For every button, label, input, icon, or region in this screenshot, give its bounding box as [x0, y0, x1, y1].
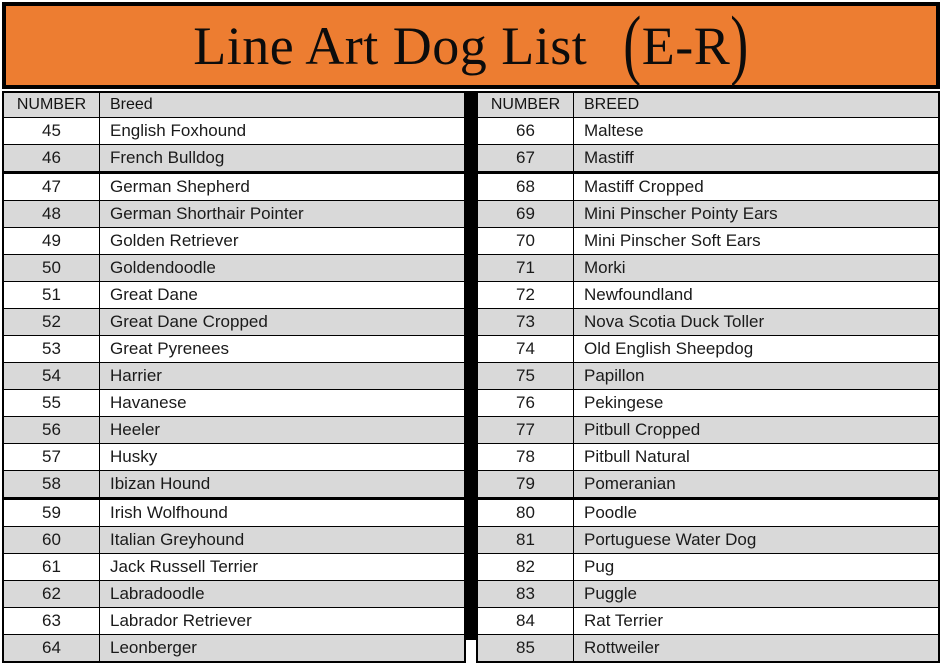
dog-number: 69 [477, 201, 574, 228]
dog-breed: German Shorthair Pointer [100, 201, 466, 228]
dog-number: 52 [3, 309, 100, 336]
dog-breed: Ibizan Hound [100, 471, 466, 499]
dog-number: 51 [3, 282, 100, 309]
dog-breed: Great Dane [100, 282, 466, 309]
dog-number: 63 [3, 608, 100, 635]
dog-number: 55 [3, 390, 100, 417]
table-row [3, 444, 465, 471]
column-header-breed-left: Breed [100, 92, 466, 118]
dog-number: 67 [477, 145, 574, 173]
dog-breed: Morki [574, 255, 940, 282]
table-row [477, 173, 939, 201]
table-row [477, 499, 939, 527]
dog-number: 76 [477, 390, 574, 417]
dog-breed: Old English Sheepdog [574, 336, 940, 363]
table-row [477, 145, 939, 173]
table-row [477, 363, 939, 390]
table-row [3, 336, 465, 363]
dog-number: 83 [477, 581, 574, 608]
table-row [3, 309, 465, 336]
dog-breed: Labrador Retriever [100, 608, 466, 635]
page-title [193, 0, 749, 88]
dog-table-left [2, 91, 466, 663]
dog-number: 48 [3, 201, 100, 228]
dog-breed: Heeler [100, 417, 466, 444]
dog-breed: Newfoundland [574, 282, 940, 309]
table-row [477, 228, 939, 255]
table-row [477, 390, 939, 417]
dog-breed: Pitbull Cropped [574, 417, 940, 444]
title-range [623, 0, 749, 88]
close-paren-glyph: ) [730, 0, 749, 88]
title-range-label: E-R [641, 15, 731, 76]
dog-number: 64 [3, 635, 100, 663]
table-row [3, 499, 465, 527]
table-row [3, 363, 465, 390]
table-row [3, 581, 465, 608]
table-row [477, 581, 939, 608]
table-row [477, 201, 939, 228]
table-row [3, 417, 465, 444]
column-header-number-right: NUMBER [477, 92, 574, 118]
dog-number: 54 [3, 363, 100, 390]
dog-breed: French Bulldog [100, 145, 466, 173]
table-row [3, 608, 465, 635]
table-row [477, 336, 939, 363]
table-row [3, 554, 465, 581]
table-row [477, 635, 939, 663]
dog-number: 50 [3, 255, 100, 282]
dog-number: 79 [477, 471, 574, 499]
dog-breed: Pomeranian [574, 471, 940, 499]
table-divider [466, 91, 476, 640]
dog-number: 66 [477, 118, 574, 145]
dog-number: 84 [477, 608, 574, 635]
table-row [477, 527, 939, 554]
title-banner [2, 2, 940, 89]
dog-number: 73 [477, 309, 574, 336]
dog-breed: English Foxhound [100, 118, 466, 145]
dog-breed: German Shepherd [100, 173, 466, 201]
dog-breed: Leonberger [100, 635, 466, 663]
column-header-breed-right: BREED [574, 92, 940, 118]
table-row [3, 390, 465, 417]
dog-breed: Goldendoodle [100, 255, 466, 282]
dog-number: 49 [3, 228, 100, 255]
table-row [3, 201, 465, 228]
dog-number: 74 [477, 336, 574, 363]
dog-breed: Poodle [574, 499, 940, 527]
dog-breed: Rottweiler [574, 635, 940, 663]
dog-breed: Mini Pinscher Soft Ears [574, 228, 940, 255]
dog-breed: Portuguese Water Dog [574, 527, 940, 554]
dog-breed: Papillon [574, 363, 940, 390]
dog-number: 58 [3, 471, 100, 499]
dog-number: 46 [3, 145, 100, 173]
dog-breed: Italian Greyhound [100, 527, 466, 554]
table-row [3, 228, 465, 255]
dog-number: 85 [477, 635, 574, 663]
dog-number: 57 [3, 444, 100, 471]
table-row [3, 282, 465, 309]
header-row [477, 92, 939, 118]
dog-number: 56 [3, 417, 100, 444]
table-row [477, 282, 939, 309]
dog-breed: Rat Terrier [574, 608, 940, 635]
dog-breed: Pekingese [574, 390, 940, 417]
table-row [3, 173, 465, 201]
table-row [477, 444, 939, 471]
column-header-number-left: NUMBER [3, 92, 100, 118]
dog-number: 60 [3, 527, 100, 554]
table-row [3, 118, 465, 145]
table-row [477, 255, 939, 282]
dog-number: 59 [3, 499, 100, 527]
table-row [3, 145, 465, 173]
dog-number: 81 [477, 527, 574, 554]
title-main: Line Art Dog List [193, 15, 588, 76]
dog-breed: Great Dane Cropped [100, 309, 466, 336]
dog-number: 80 [477, 499, 574, 527]
table-body-right [477, 118, 939, 663]
table-row [3, 255, 465, 282]
dog-breed: Irish Wolfhound [100, 499, 466, 527]
dog-breed: Mini Pinscher Pointy Ears [574, 201, 940, 228]
dog-breed: Harrier [100, 363, 466, 390]
dog-breed: Nova Scotia Duck Toller [574, 309, 940, 336]
dog-number: 82 [477, 554, 574, 581]
dog-number: 72 [477, 282, 574, 309]
dog-breed: Pitbull Natural [574, 444, 940, 471]
table-row [477, 118, 939, 145]
dog-breed: Husky [100, 444, 466, 471]
table-row [3, 635, 465, 663]
dog-breed: Great Pyrenees [100, 336, 466, 363]
dog-number: 70 [477, 228, 574, 255]
header-row [3, 92, 465, 118]
dog-number: 71 [477, 255, 574, 282]
dog-table-right [476, 91, 940, 663]
table-row [477, 471, 939, 499]
table-body-left [3, 118, 465, 663]
dog-breed: Jack Russell Terrier [100, 554, 466, 581]
dog-breed: Labradoodle [100, 581, 466, 608]
dog-number: 53 [3, 336, 100, 363]
dog-breed: Mastiff [574, 145, 940, 173]
dog-breed: Golden Retriever [100, 228, 466, 255]
dog-number: 45 [3, 118, 100, 145]
dog-number: 78 [477, 444, 574, 471]
table-row [477, 309, 939, 336]
dog-number: 61 [3, 554, 100, 581]
dog-breed: Pug [574, 554, 940, 581]
table-row [477, 608, 939, 635]
dog-number: 62 [3, 581, 100, 608]
dog-breed: Mastiff Cropped [574, 173, 940, 201]
dog-breed: Maltese [574, 118, 940, 145]
dog-number: 77 [477, 417, 574, 444]
table-row [3, 527, 465, 554]
open-paren-glyph: ( [623, 0, 642, 88]
table-row [477, 417, 939, 444]
dog-breed: Puggle [574, 581, 940, 608]
table-row [477, 554, 939, 581]
dog-breed: Havanese [100, 390, 466, 417]
dog-number: 75 [477, 363, 574, 390]
dog-number: 47 [3, 173, 100, 201]
dog-number: 68 [477, 173, 574, 201]
table-row [3, 471, 465, 499]
breed-tables [2, 91, 940, 657]
